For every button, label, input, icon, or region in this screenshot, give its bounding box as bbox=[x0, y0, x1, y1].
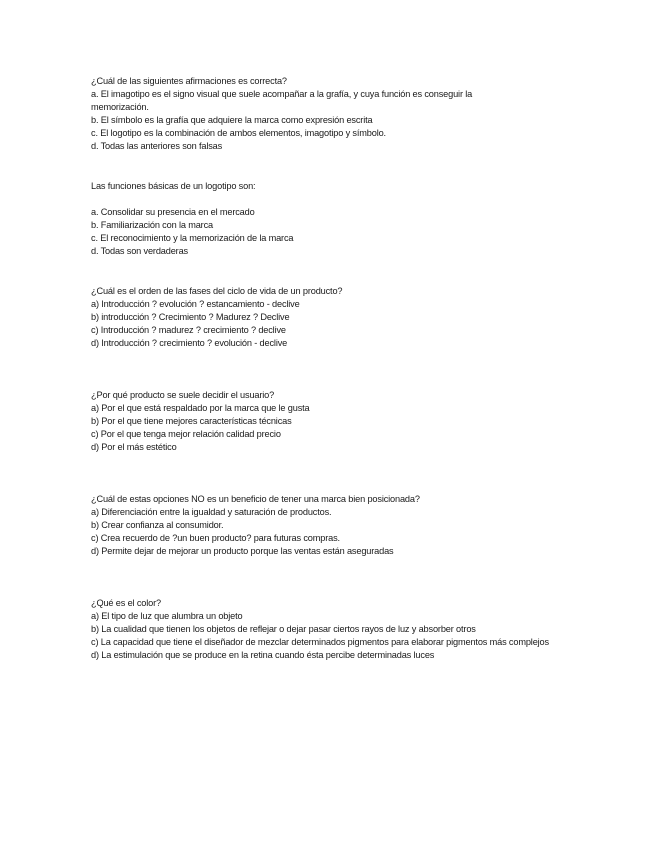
option-b: b) Por el que tiene mejores características técnicas bbox=[91, 416, 292, 427]
option-b: b. El símbolo es la grafía que adquiere la marca como expresión escrita bbox=[91, 115, 373, 126]
question-text: Las funciones básicas de un logotipo son: bbox=[91, 181, 256, 191]
option-c: c. El logotipo es la combinación de ambos elementos, imagotipo y símbolo. bbox=[91, 128, 386, 139]
option-a: a. El imagotipo es el signo visual que suele acompañar a la grafía, y cuya función es conseguir la memorización. bbox=[91, 89, 473, 113]
option-a: a) Diferenciación entre la igualdad y saturación de productos. bbox=[91, 507, 332, 518]
option-a: a) Por el que está respaldado por la marca que le gusta bbox=[91, 403, 310, 414]
question-block-4 bbox=[91, 389, 561, 454]
option-d: d) La estimulación que se produce en la retina cuando ésta percibe determinadas luces bbox=[91, 650, 435, 661]
question-block-5 bbox=[91, 493, 561, 558]
option-d: d) Permite dejar de mejorar un producto porque las ventas están aseguradas bbox=[91, 546, 394, 557]
option-c: c. El reconocimiento y la memorización de la marca bbox=[91, 233, 294, 244]
option-c: c) Introducción ? madurez ? crecimiento ? declive bbox=[91, 325, 286, 336]
question-text: ¿Cuál de estas opciones NO es un beneficio de tener una marca bien posicionada? bbox=[91, 494, 420, 504]
option-d: d) Introducción ? crecimiento ? evolución - declive bbox=[91, 338, 288, 349]
option-a: a) El tipo de luz que alumbra un objeto bbox=[91, 611, 243, 622]
question-block-3 bbox=[91, 285, 561, 350]
option-a: a. Consolidar su presencia en el mercado bbox=[91, 207, 255, 218]
question-text: ¿Por qué producto se suele decidir el usuario? bbox=[91, 390, 275, 400]
option-b: b) La cualidad que tienen los objetos de reflejar o dejar pasar ciertos rayos de luz y absorber otros bbox=[91, 624, 476, 635]
option-c: c) Por el que tenga mejor relación calidad precio bbox=[91, 429, 281, 440]
question-text: ¿Cuál de las siguientes afirmaciones es correcta? bbox=[91, 76, 287, 86]
question-block-1 bbox=[91, 75, 561, 154]
option-d: d. Todas son verdaderas bbox=[91, 246, 188, 257]
option-b: b) Crear confianza al consumidor. bbox=[91, 520, 224, 531]
option-b: b. Familiarización con la marca bbox=[91, 220, 213, 231]
option-c: c) La capacidad que tiene el diseñador de mezclar determinados pigmentos para elaborar pigmentos más complejos bbox=[91, 637, 549, 648]
option-b: b) introducción ? Crecimiento ? Madurez ? Declive bbox=[91, 312, 290, 323]
question-text: ¿Cuál es el orden de las fases del ciclo de vida de un producto? bbox=[91, 286, 343, 296]
option-c: c) Crea recuerdo de ?un buen producto? para futuras compras. bbox=[91, 533, 340, 544]
option-d: d. Todas las anteriores son falsas bbox=[91, 141, 223, 152]
question-text: ¿Qué es el color? bbox=[91, 598, 161, 608]
question-block-6 bbox=[91, 597, 561, 662]
option-a: a) Introducción ? evolución ? estancamiento - declive bbox=[91, 299, 300, 310]
question-block-2 bbox=[91, 180, 561, 258]
option-d: d) Por el más estético bbox=[91, 442, 177, 453]
